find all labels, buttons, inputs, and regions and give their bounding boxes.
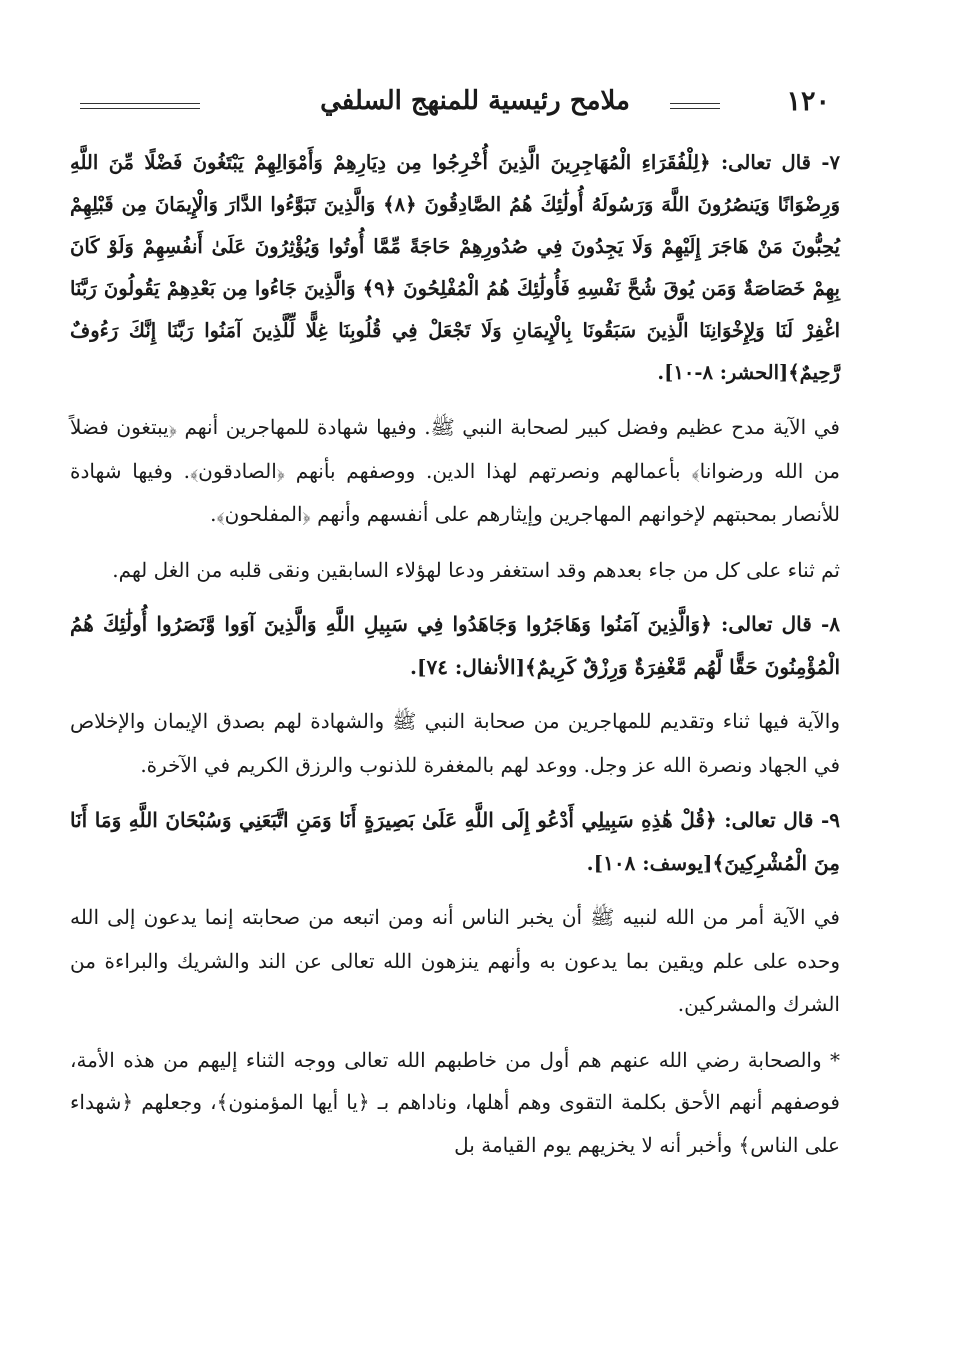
- book-page: [70, 78, 850, 1318]
- page-header: [70, 78, 850, 128]
- paragraph-commentary-7: في الآية مدح عظيم وفضل كبير لصحابة النبي ﷺ. وفيها شهادة للمهاجرين أنهم ﴿يبتغون فضلاً من الله ورضوانا﴾ بأعمالهم ونصرتهم لهذا الدين. ووصفهم بأنهم ﴿الصادقون﴾. وفيها شهادة للأنصار بمحبتهم لإخوانهم المهاجرين وإيثارهم على أنفسهم وأنهم ﴿المفلحون﴾.: [70, 415, 840, 526]
- header-rule-left: [80, 103, 200, 109]
- paragraph-verse-7: ٧- قال تعالى: ﴿لِلْفُقَرَاءِ الْمُهَاجِرِينَ الَّذِينَ أُخْرِجُوا مِن دِيَارِهِمْ وَأَمْوَالِهِمْ يَبْتَغُونَ فَضْلًا مِّنَ اللَّهِ وَرِضْوَانًا وَيَنصُرُونَ اللَّهَ وَرَسُولَهُ أُولَٰئِكَ هُمُ الصَّادِقُونَ ﴿٨﴾ وَالَّذِينَ تَبَوَّءُوا الدَّارَ وَالْإِيمَانَ مِن قَبْلِهِمْ يُحِبُّونَ مَنْ هَاجَرَ إِلَيْهِمْ وَلَا يَجِدُونَ فِي صُدُورِهِمْ حَاجَةً مِّمَّا أُوتُوا وَيُؤْثِرُونَ عَلَىٰ أَنفُسِهِمْ وَلَوْ كَانَ بِهِمْ خَصَاصَةٌ وَمَن يُوقَ شُحَّ نَفْسِهِ فَأُولَٰئِكَ هُمُ الْمُفْلِحُونَ ﴿٩﴾ وَالَّذِينَ جَاءُوا مِن بَعْدِهِمْ يَقُولُونَ رَبَّنَا اغْفِرْ لَنَا وَلِإِخْوَانِنَا الَّذِينَ سَبَقُونَا بِالْإِيمَانِ وَلَا تَجْعَلْ فِي قُلُوبِنَا غِلًّا لِّلَّذِينَ آمَنُوا رَبَّنَا إِنَّكَ رَءُوفٌ رَّحِيمٌ﴾[الحشر: ٨-١٠].: [70, 151, 840, 384]
- page-body: [70, 142, 840, 1178]
- page-number: ١٢٠: [786, 86, 830, 117]
- running-title: ملامح رئيسية للمنهج السلفي: [320, 86, 630, 116]
- paragraph-verse-9: ٩- قال تعالى: ﴿قُلْ هَٰذِهِ سَبِيلِي أَدْعُو إِلَى اللَّهِ عَلَىٰ بَصِيرَةٍ أَنَا وَمَنِ اتَّبَعَنِي وَسُبْحَانَ اللَّهِ وَمَا أَنَا مِنَ الْمُشْرِكِينَ﴾[يوسف: ١٠٨].: [70, 808, 840, 875]
- paragraph-companions: * والصحابة رضي الله عنهم هم أول من خاطبهم الله تعالى ووجه الثناء إليهم من هذه الأمة، فوصفهم أنهم الأحق بكلمة التقوى وهم أهلها، وناداهم بـ ﴿يا أيها المؤمنون﴾، وجعلهم ﴿شهداء على الناس﴾ وأخبر أنه لا يخزيهم يوم القيامة بل: [70, 1047, 840, 1157]
- paragraph-verse-8: ٨- قال تعالى: ﴿وَالَّذِينَ آمَنُوا وَهَاجَرُوا وَجَاهَدُوا فِي سَبِيلِ اللَّهِ وَالَّذِينَ آوَوا وَّنَصَرُوا أُولَٰئِكَ هُمُ الْمُؤْمِنُونَ حَقًّا لَّهُم مَّغْفِرَةٌ وَرِزْقٌ كَرِيمٌ﴾[الأنفال: ٧٤].: [70, 612, 840, 679]
- paragraph-commentary-9: في الآية أمر من الله لنبيه ﷺ أن يخبر الناس أنه ومن اتبعه من صحابته إنما يدعون إلى الله وحده على علم ويقين بما يدعون به وأنهم ينزهون الله تعالى عن الند والشريك والبراءة من الشرك والمشركين.: [70, 905, 840, 1016]
- paragraph-commentary-8: والآية فيها ثناء وتقديم للمهاجرين من صحابة النبي ﷺ والشهادة لهم بصدق الإيمان والإخلاص في الجهاد ونصرة الله عز وجل. ووعد لهم بالمغفرة للذنوب والرزق الكريم في الآخرة.: [70, 709, 840, 777]
- paragraph-praise-followers: ثم ثناء على كل من جاء بعدهم وقد استغفر ودعا لهؤلاء السابقين ونقى قلبه من الغل لهم.: [112, 557, 840, 582]
